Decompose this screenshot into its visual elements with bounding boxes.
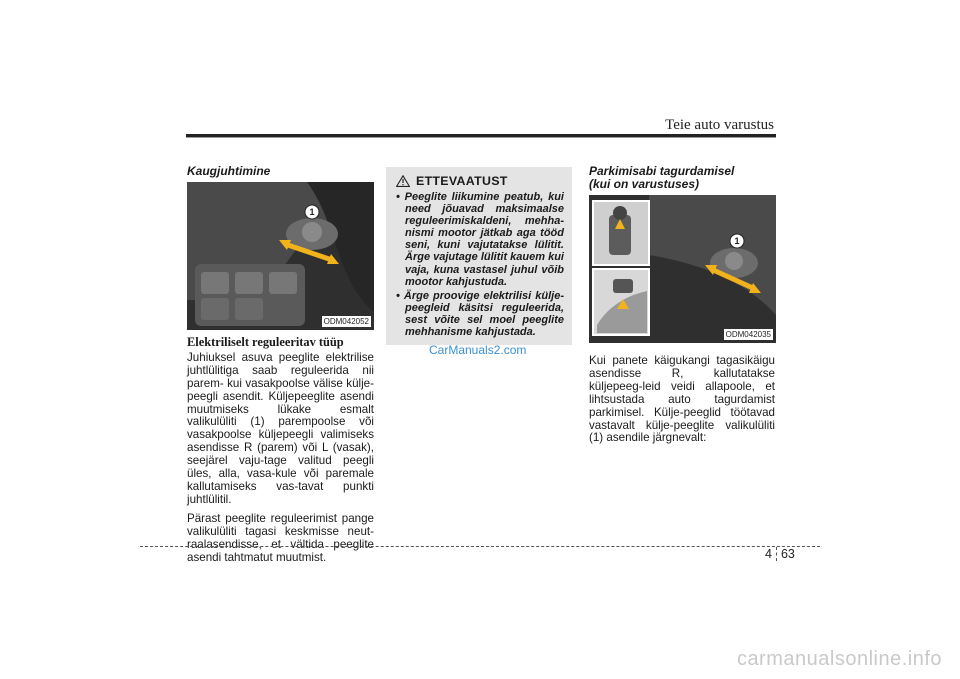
right-column [589, 165, 775, 451]
footer-rule [140, 546, 820, 547]
image-code: ODM042035 [725, 330, 771, 339]
paragraph: Pärast peeglite reguleerimist pange valikulüliti tagasi keskmisse neut-raalasendisse, et vältida peeglite asendi tahtmatut muutmist. [187, 511, 374, 564]
section-title-parking: Parkimisabi tagurdamisel (kui on varustuses) [589, 164, 735, 191]
caution-item: • Ärge proovige elektrilisi külje-peegleid käsitsi reguleerida, sest võite sel moel peeglite mehhanisme kahjustada. [396, 289, 564, 339]
site-watermark: carmanualsonline.info [736, 648, 942, 670]
carmanuals-watermark[interactable]: CarManuals2.com [429, 343, 527, 357]
subhead-electric: Elektriliselt reguleeritav tüüp [187, 335, 344, 349]
caution-box [386, 167, 572, 345]
header-title: Teie auto varustus [665, 117, 774, 133]
left-column [187, 165, 374, 570]
parking-assist-photo [589, 195, 776, 343]
section-title-remote: Kaugjuhtimine [187, 164, 271, 178]
svg-text:1: 1 [309, 207, 315, 217]
caution-header [386, 167, 572, 188]
caution-item: • Peeglite liikumine peatub, kui need jõuavad maksimaalse reguleerimiskaldeni, mehha-nismi mootor jätkab aga tööd seni, kuni vajutatakse lülitit. Ärge vajutage lülitit kauem kui vaja, kuna vastasel juhul võib mootor kahjustuda. [396, 191, 564, 288]
chapter-number: 4 [765, 547, 777, 561]
parking-assist-illustration [589, 195, 776, 343]
svg-text:1: 1 [734, 236, 740, 246]
image-code: ODM042052 [323, 317, 369, 326]
paragraph: Juhiuksel asuva peeglite elektrilise juhtlülitiga saab reguleerida nii parem- kui vasakpoolse välise külje-peegli asendit. Küljepeeglite asendi muutmiseks lükake esmalt valikulüliti (1) parempoolse või vasakpoolse küljepeegli valimiseks asendisse R (parem) või L (vasak), seejärel vaju-tage valitud peegli üles, alla, vasa-kule või paremale kallutamiseks vas-tavat punkti juhtlülitil. [187, 350, 374, 506]
page-number [765, 547, 795, 561]
caution-title: ETTEVAATUST [416, 174, 508, 188]
warning-triangle-icon [396, 175, 410, 187]
header-rule-gray [186, 137, 776, 138]
paragraph: Kui panete käigukangi tagasikäigu asendisse R, kallutatakse küljepeeg-leid veidi allapoole, et lihtsustada auto tagurdamist parkimisel. Külje-peeglid töötavad vastavalt külje-peeglite valikulüliti (1) asendile järgnevalt: [589, 354, 775, 445]
door-switch-illustration [187, 182, 374, 330]
caution-list [386, 191, 572, 338]
mirror-switch-photo [187, 182, 374, 330]
page-number-value: 63 [780, 547, 795, 561]
